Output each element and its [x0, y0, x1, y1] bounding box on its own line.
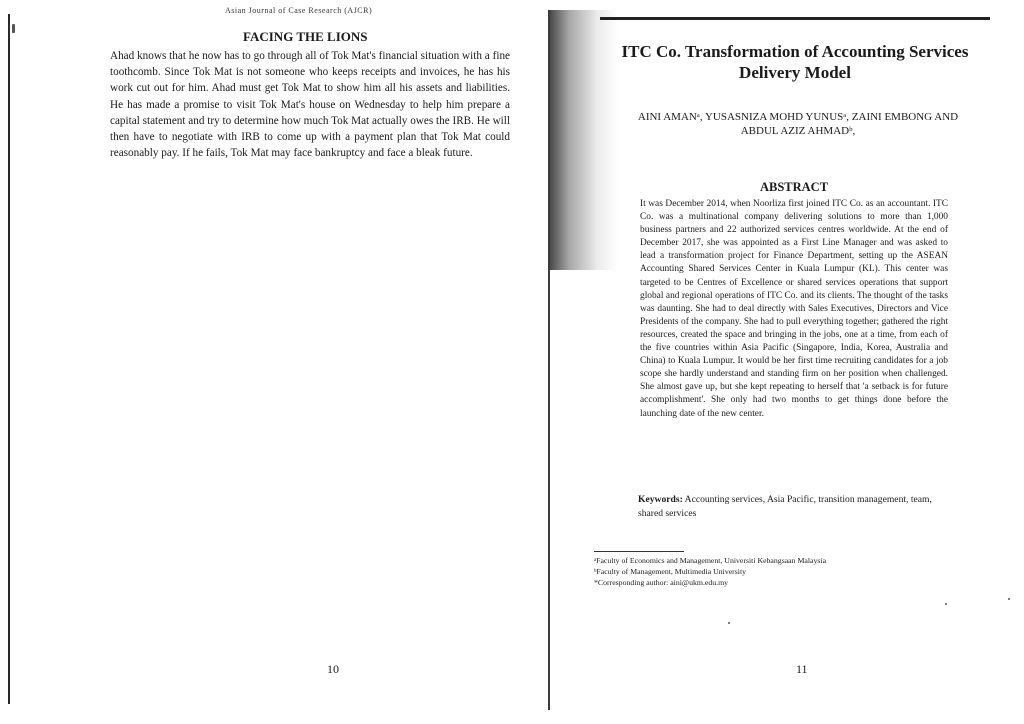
scan-speck	[12, 24, 15, 33]
article-title	[615, 41, 975, 83]
title-line-2: Delivery Model	[739, 63, 851, 82]
abstract-text: It was December 2014, when Noorliza first joined ITC Co. as an accountant. ITC Co. was a multinational company delivering solutions to more than 1,000 business partners and 22 authorized services centres worldwide. At the end of December 2017, she was appointed as a First Line Manager and was asked to lead a transformation project for Finance Department, setting up the ASEAN Accounting Shared Services Center in Kuala Lumpur (KL). This center was targeted to be Centres of Excellence or shared services operations that support global and regional operations of ITC Co. and its clients. The thought of the tasks was daunting. She had to deal directly with Sales Executives, Directors and Vice Presidents of the company. She had to pull everything together; gathered the right resources, created the space and bringing in the jobs, one at a time, from each of the five countries within Asia Pacific (Singapore, India, Korea, Australia and China) to Kuala Lumpur. It would be her first time recruiting candidates for a job scope she hardly understand and standing firm on her position when challenged. She almost gave up, but she kept repeating to herself that 'a setback is for future accomplishment'. She only had two months to get things done before the launching date of the new center.	[640, 199, 948, 419]
scan-speck	[945, 603, 947, 605]
authors	[618, 110, 978, 138]
header-rule	[600, 17, 990, 20]
page-number-left: 10	[327, 662, 339, 676]
page-edge-line	[8, 14, 10, 704]
title-line-1: ITC Co. Transformation of Accounting Services	[621, 42, 969, 61]
page-number-right: 11	[796, 662, 808, 676]
scan-shadow	[548, 10, 618, 270]
authors-line-2: ABDUL AZIZ AHMADᵇ,	[740, 125, 856, 137]
keywords-text: Accounting services, Asia Pacific, transition management, team, shared services	[638, 494, 932, 519]
footnote-c: *Corresponding author: aini@ukm.edu.my	[594, 578, 729, 587]
keywords-label: Keywords:	[638, 494, 683, 505]
section-title: FACING THE LIONS	[243, 29, 368, 44]
keywords	[638, 493, 948, 521]
authors-line-1: AINI AMANᵃ, YUSASNIZA MOHD YUNUSᵃ, ZAINI EMBONG AND	[637, 111, 959, 123]
running-head: Asian Journal of Case Research (AJCR)	[225, 6, 373, 15]
footnote-a: ᵃFaculty of Economics and Management, Universiti Kebangsaan Malaysia	[594, 556, 827, 565]
footnote-b: ᵇFaculty of Management, Multimedia University	[594, 567, 747, 576]
abstract-heading: ABSTRACT	[759, 180, 829, 194]
body-paragraph: Ahad knows that he now has to go through all of Tok Mat's financial situation with a fine toothcomb. Since Tok Mat is not someone who keeps receipts and invoices, he has his work cut out for him. Ahad must get Tok Mat to show him all his assets and liabilities. He has made a promise to visit Tok Mat's house on Wednesday to help him prepare a capital statement and try to determine how much Tok Mat actually owes the IRB. He will then have to negotiate with IRB to come up with a payment plan that Tok Mat could reasonably pay. If he fails, Tok Mat may face bankruptcy and face a bleak future.	[110, 50, 510, 160]
footnote-rule	[594, 551, 684, 552]
gutter-line	[548, 10, 550, 710]
scan-speck	[1008, 598, 1010, 600]
scan-speck	[728, 622, 730, 624]
footnotes	[594, 555, 826, 588]
